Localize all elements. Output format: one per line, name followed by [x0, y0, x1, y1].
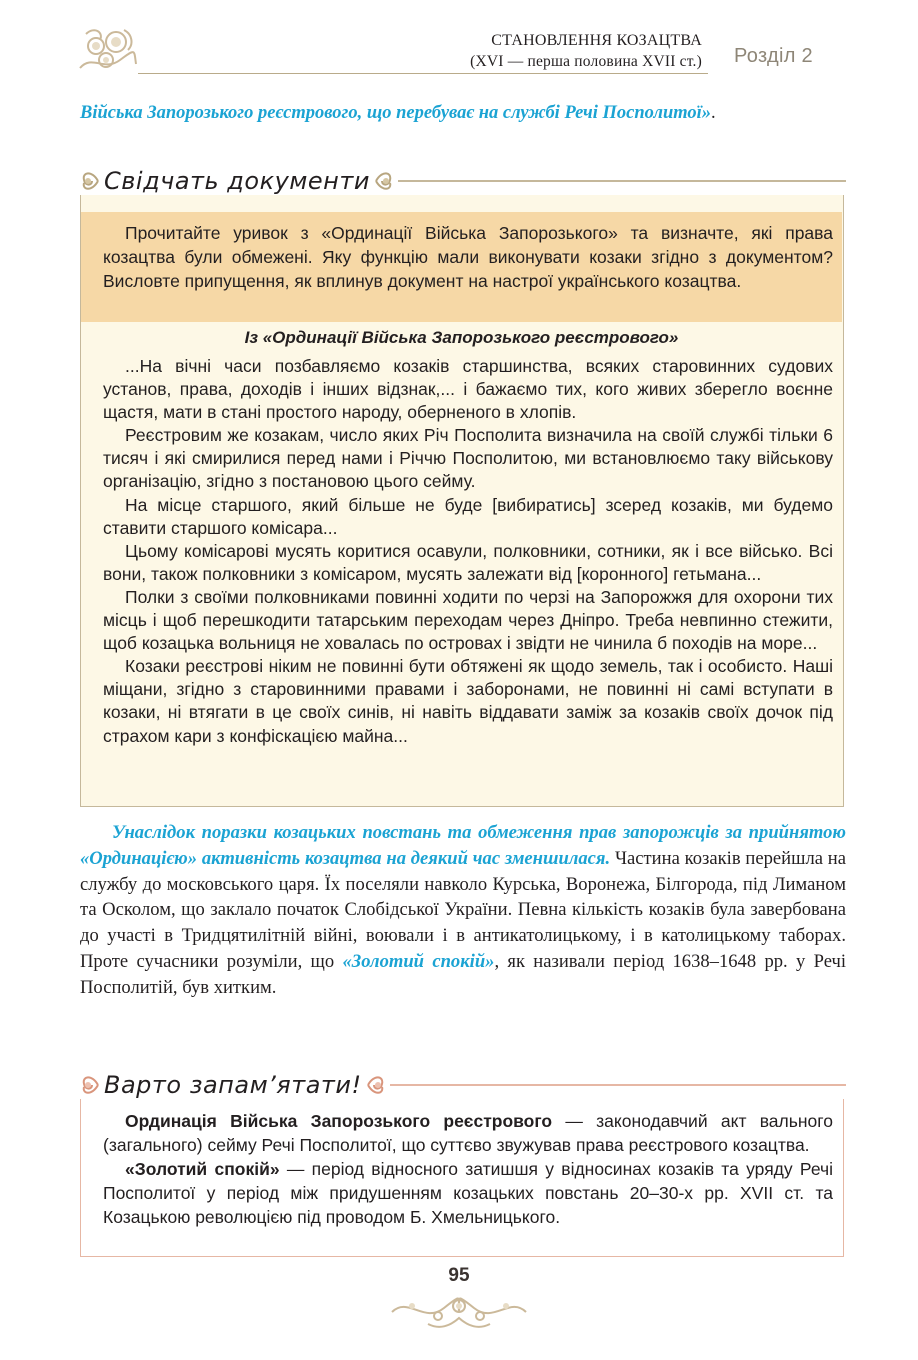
main-emphasis-1: Унаслідок поразки козацьких повстань та обмеження прав запорожців за прийнятою «Ординацією» активність козацтва на деякий час зменшилася. — [80, 822, 846, 869]
definition-golden-peace — [103, 1157, 833, 1229]
section-label: Розділ 2 — [734, 45, 813, 67]
remember-body — [103, 1109, 833, 1229]
term-golden-peace: «Золотий спокій» — [125, 1159, 280, 1179]
definition-text: — період відносного затишшя у відносинах козаків та уряду Речі Посполитої у період між придушенням козацьких повстань 20–30-х рр. XVII ст. та Козацькою революцією під проводом Б. Хмельницького. — [103, 1159, 833, 1227]
definition-ordinance — [103, 1109, 833, 1157]
flourish-icon — [78, 1070, 100, 1100]
floral-ornament-icon — [388, 1290, 530, 1332]
main-emphasis-2: «Золотий спокій» — [342, 950, 495, 972]
floral-ornament-icon — [76, 24, 138, 76]
flourish-icon — [366, 1070, 388, 1100]
main-paragraph — [80, 820, 846, 1001]
documents-panel-header — [78, 164, 846, 198]
documents-panel — [80, 195, 844, 807]
task-text: Прочитайте уривок з «Ординації Війська Запорозького» та визначте, які права козацтва були обмежені. Яку функцію мали виконувати козаки згідно з документом? Висловте припущення, як вплинув документ на настрої українського козацтва. — [103, 223, 833, 291]
running-title — [470, 30, 702, 72]
flourish-icon — [78, 166, 100, 196]
header-divider — [138, 73, 708, 74]
running-title-line2: (XVI — перша половина XVII ст.) — [470, 53, 702, 70]
documents-panel-title: Свідчать документи — [104, 167, 370, 195]
remember-panel-header — [78, 1068, 846, 1102]
intro-paragraph — [80, 100, 845, 127]
flourish-icon — [374, 166, 396, 196]
definition-text: — законодавчий акт вального (загального) сейму Речі Посполитої, що суттєво звужував права реєстрового козацтва. — [103, 1111, 833, 1155]
running-title-line1: СТАНОВЛЕННЯ КОЗАЦТВА — [491, 32, 702, 49]
document-paragraph: Полки з своїми полковниками повинні ходити по черзі на Запорожжя для охорони тих місць і щоб перешкодити татарським переходам через Дніпро. Треба невпинно стежити, щоб козацька вольниця не ховалась по островах і звідти не чинила б походів на море... — [103, 586, 833, 654]
document-paragraph: Козаки реєстрові ніким не повинні бути обтяжені як щодо земель, так і особисто. Наші міщани, згідно з старовинними правами і заборонами, не повинні ні самі вступати в козаки, ні втягати в це своїх синів, ні навіть віддавати заміж за козаків своїх дочок під страхом кари з конфіскацією майна... — [103, 656, 833, 746]
document-paragraph: Реєстровим же козакам, число яких Річ Посполита визначила на своїй службі тільки 6 тисяч і які смирилися перед нами і Річчю Посполитою, ми встановлюємо таку військову організацію, згідно з постановою цього сейму. — [103, 425, 833, 492]
term-ordinance: Ординація Війська Запорозького реєстрового — [125, 1111, 553, 1131]
document-paragraph: ...На вічні часи позбавляємо козаків старшинства, всяких старовинних судових установ, права, доходів і інших відзнак,... і бажаємо тих, кого живих зберегло воєнне щастя, мати в стані простого народу, оберненого в хлопів. — [103, 356, 833, 423]
remember-panel-title: Варто запам’ятати! — [104, 1071, 362, 1099]
remember-panel-rule — [390, 1084, 846, 1086]
document-paragraph: Цьому комісарові мусять коритися осавули, полковники, сотники, як і все військо. Всі вони, також полковники з комісаром, мусять залежати від [коронного] гетьмана... — [103, 540, 833, 584]
document-paragraph: На місце старшого, який більше не буде [вибиратись] зсеред козаків, ми будемо ставити старшого комісара... — [103, 494, 833, 538]
remember-panel — [80, 1099, 844, 1257]
document-title: Із «Ординації Війська Запорозького реєстрового» — [244, 328, 679, 347]
documents-panel-rule — [398, 180, 846, 182]
main-text-2: , як називали період 1638–1648 рр. у Речі Посполитій, був хитким. — [80, 950, 846, 998]
document-excerpt — [103, 355, 833, 748]
main-text-1: Частина козаків перейшла на службу до московського царя. Їх поселяли навколо Курська, Воронежа, Білгорода, під Лиманом та Осколом, що заклало початок Слобідської України. Певна кількість козаків була завербована до участі в Тридцятилітній війні, воювали і в антикатолицькому, і в католицькому таборах. Проте сучасники розуміли, що — [80, 847, 846, 972]
page-number: 95 — [448, 1265, 470, 1286]
intro-tail: . — [711, 103, 716, 123]
intro-emphasis: Війська Запорозького реєстрового, що перебуває на службі Речі Посполитої» — [80, 103, 712, 123]
